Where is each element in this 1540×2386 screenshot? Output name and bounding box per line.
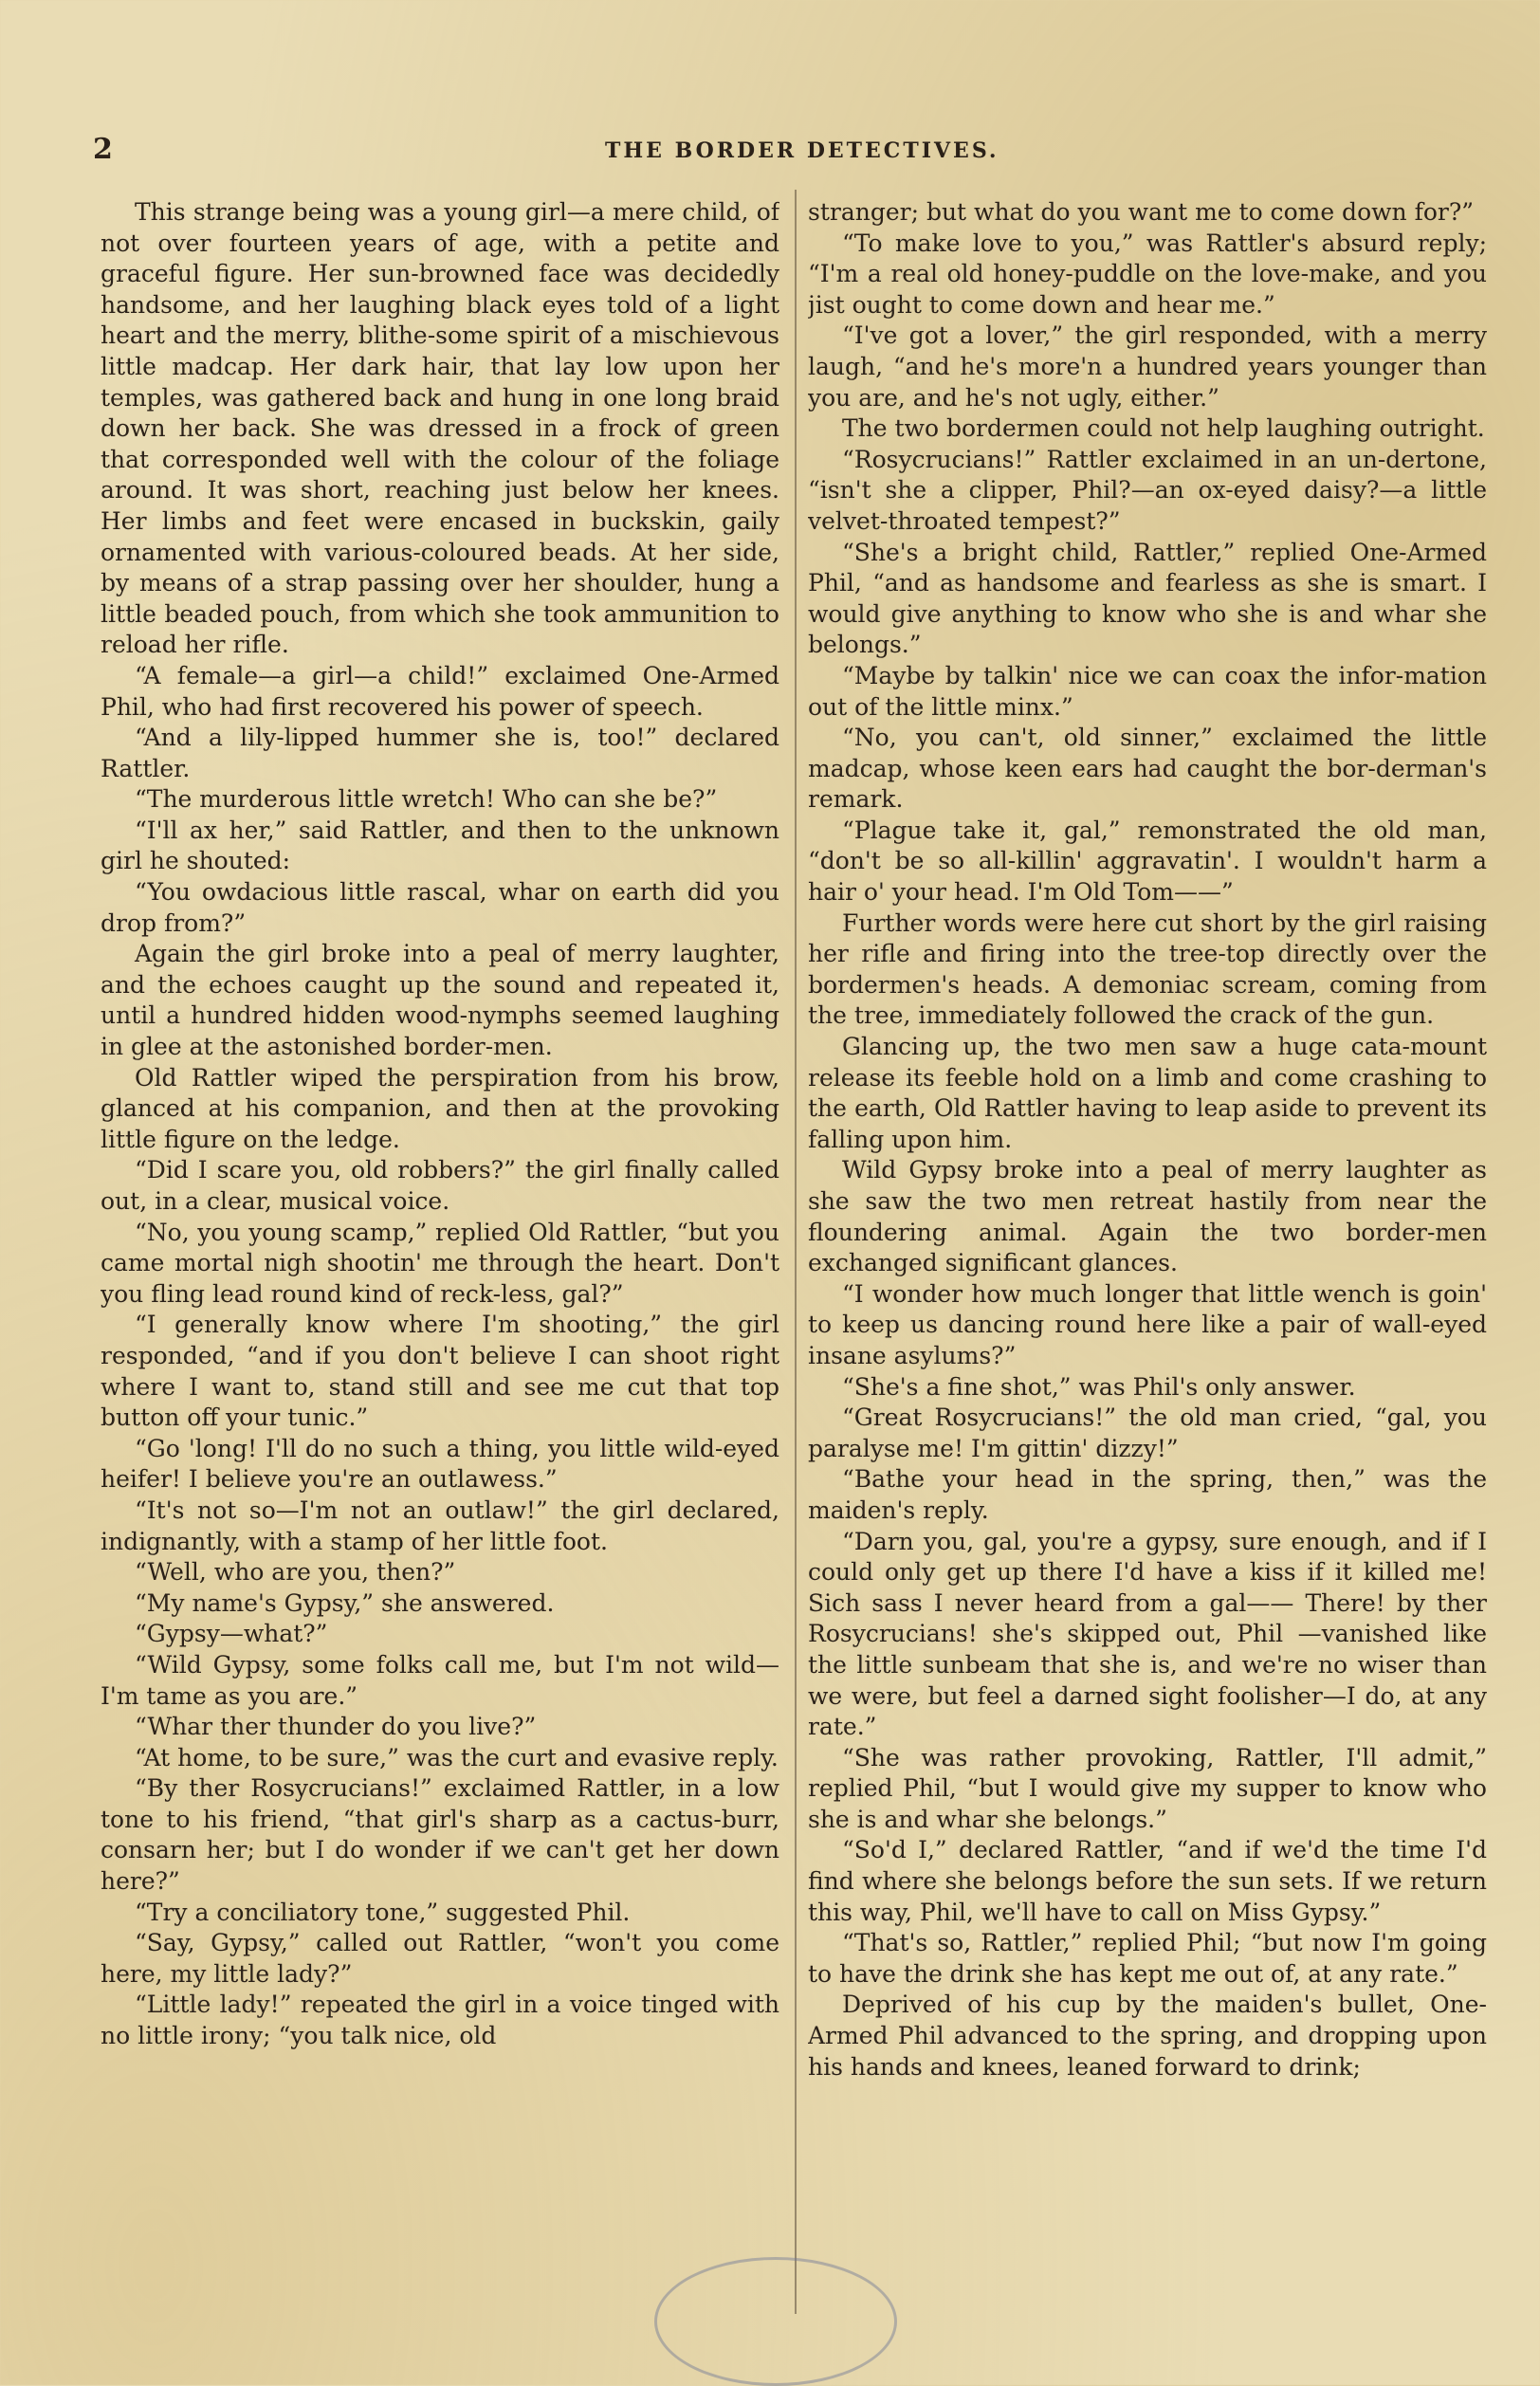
paragraph: “Rosycrucians!” Rattler exclaimed in an un-dertone, “isn't she a clipper, Phil?—an ox-eyed daisy?—a little velvet-throated tempest?” — [808, 445, 1487, 535]
paragraph: “No, you can't, old sinner,” exclaimed the little madcap, whose keen ears had caught the bor-derman's remark. — [808, 724, 1487, 814]
paragraph: “The murderous little wretch! Who can she be?” — [135, 785, 718, 814]
left-column — [101, 197, 779, 2317]
paragraph: “She's a fine shot,” was Phil's only answer. — [842, 1372, 1356, 1401]
right-column — [808, 197, 1487, 2317]
paragraph: “Wild Gypsy, some folks call me, but I'm not wild—I'm tame as you are.” — [101, 1650, 779, 1710]
column-divider — [795, 190, 797, 2314]
paragraph: Wild Gypsy broke into a peal of merry laughter as she saw the two men retreat hastily from near the floundering animal. Again the two border-men exchanged significant glances. — [808, 1156, 1487, 1277]
running-head: THE BORDER DETECTIVES. — [605, 138, 999, 163]
paragraph: Glancing up, the two men saw a huge cata-mount release its feeble hold on a limb and come crashing to the earth, Old Rattler having to leap aside to prevent its falling upon him. — [808, 1033, 1487, 1153]
paragraph: Again the girl broke into a peal of merry laughter, and the echoes caught up the sound and repeated it, until a hundred hidden wood-nymphs seemed laughing in glee at the astonished border-men. — [101, 940, 779, 1061]
paragraph: “No, you young scamp,” replied Old Rattler, “but you came mortal nigh shootin' me through the heart. Don't you fling lead round kind of reck-less, gal?” — [101, 1218, 779, 1308]
paragraph: “That's so, Rattler,” replied Phil; “but now I'm going to have the drink she has kept me out of, at any rate.” — [808, 1929, 1487, 1988]
paragraph: “Try a conciliatory tone,” suggested Phil. — [135, 1898, 631, 1926]
paragraph: “Darn you, gal, you're a gypsy, sure enough, and if I could only get up there I'd have a kiss if it killed me! Sich sass I never heard from a gal—— There! by ther Rosycrucians! she's skipped out, Phil —vanished like the little sunbeam that she is, and we're no wiser than we were, but feel a darned sight foolisher—I do, at any rate.” — [808, 1527, 1487, 1741]
paragraph: “Gypsy—what?” — [135, 1620, 328, 1648]
paragraph: “To make love to you,” was Rattler's absurd reply; “I'm a real old honey-puddle on the love-make, and you jist ought to come down and hear me.” — [808, 229, 1487, 319]
paragraph: “I'll ax her,” said Rattler, and then to the unknown girl he shouted: — [101, 816, 779, 875]
paragraph: “It's not so—I'm not an outlaw!” the girl declared, indignantly, with a stamp of her little foot. — [101, 1496, 779, 1555]
paragraph: “You owdacious little rascal, whar on earth did you drop from?” — [101, 878, 779, 937]
paragraph: Further words were here cut short by the girl raising her rifle and firing into the tree-top directly over the bordermen's heads. A demoniac scream, coming from the tree, immediately followed the crack of the gun. — [808, 909, 1487, 1030]
paragraph: “So'd I,” declared Rattler, “and if we'd the time I'd find where she belongs before the sun sets. If we return this way, Phil, we'll have to call on Miss Gypsy.” — [808, 1836, 1487, 1926]
paragraph: Old Rattler wiped the perspiration from his brow, glanced at his companion, and then at the provoking little figure on the ledge. — [101, 1063, 779, 1153]
paragraph: The two bordermen could not help laughing outright. — [842, 414, 1485, 443]
paragraph: “Well, who are you, then?” — [135, 1558, 456, 1587]
page-header — [93, 133, 1477, 174]
paragraph: This strange being was a young girl—a mere child, of not over fourteen years of age, with a petite and graceful figure. Her sun-browned face was decidedly handsome, and her laughing black eyes told of a light heart and the merry, blithe-some spirit of a mischievous little madcap. Her dark hair, that lay low upon her temples, was gathered back and hung in one long braid down her back. She was dressed in a frock of green that corresponded well with the colour of the foliage around. It was short, reaching just below her knees. Her limbs and feet were encased in buckskin, gaily ornamented with various-coloured beads. At her side, by means of a strap passing over her shoulder, hung a little beaded pouch, from which she took ammunition to reload her rifle. — [101, 198, 779, 659]
paragraph: “I've got a lover,” the girl responded, with a merry laugh, “and he's more'n a hundred years younger than you are, and he's not ugly, either.” — [808, 321, 1487, 412]
paragraph: “Did I scare you, old robbers?” the girl finally called out, in a clear, musical voice. — [101, 1156, 779, 1215]
paragraph: “I wonder how much longer that little wench is goin' to keep us dancing round here like a pair of wall-eyed insane asylums?” — [808, 1279, 1487, 1369]
paragraph: “A female—a girl—a child!” exclaimed One-Armed Phil, who had first recovered his power of speech. — [101, 661, 779, 721]
paragraph: “At home, to be sure,” was the curt and evasive reply. — [135, 1743, 779, 1771]
page-number: 2 — [93, 133, 113, 166]
paragraph: “And a lily-lipped hummer she is, too!” declared Rattler. — [101, 724, 779, 782]
paragraph: “Say, Gypsy,” called out Rattler, “won't you come here, my little lady?” — [101, 1929, 779, 1988]
paragraph: “By ther Rosycrucians!” exclaimed Rattler, in a low tone to his friend, “that girl's sharp as a cactus-burr, consarn her; but I do wonder if we can't get her down here?” — [101, 1774, 779, 1896]
paragraph: “Maybe by talkin' nice we can coax the infor-mation out of the little minx.” — [808, 661, 1487, 721]
paragraph: “She was rather provoking, Rattler, I'll admit,” replied Phil, “but I would give my supper to know who she is and whar she belongs.” — [808, 1743, 1487, 1833]
paragraph: “Go 'long! I'll do no such a thing, you little wild-eyed heifer! I believe you're an outlawess.” — [101, 1434, 779, 1494]
paragraph: “She's a bright child, Rattler,” replied One-Armed Phil, “and as handsome and fearless as she is smart. I would give anything to know who she is and whar she belongs.” — [808, 538, 1487, 659]
library-stamp — [654, 2257, 897, 2386]
paragraph: “Whar ther thunder do you live?” — [135, 1713, 537, 1741]
paragraph: “My name's Gypsy,” she answered. — [135, 1588, 555, 1617]
paragraph: “Plague take it, gal,” remonstrated the old man, “don't be so all-killin' aggravatin'. I wouldn't harm a hair o' your head. I'm Old Tom——” — [808, 816, 1487, 907]
paragraph: “I generally know where I'm shooting,” the girl responded, “and if you don't believe I can shoot right where I want to, stand still and see me cut that top button off your tunic.” — [101, 1311, 779, 1432]
paragraph: stranger; but what do you want me to come down for?” — [808, 198, 1475, 226]
paragraph: “Bathe your head in the spring, then,” was the maiden's reply. — [808, 1465, 1487, 1524]
paragraph: “Great Rosycrucians!” the old man cried, “gal, you paralyse me! I'm gittin' dizzy!” — [808, 1404, 1487, 1462]
paragraph: “Little lady!” repeated the girl in a voice tinged with no little irony; “you talk nice, old — [101, 1991, 779, 2050]
paragraph: Deprived of his cup by the maiden's bullet, One-Armed Phil advanced to the spring, and dropping upon his hands and knees, leaned forward to drink; — [808, 1991, 1487, 2081]
